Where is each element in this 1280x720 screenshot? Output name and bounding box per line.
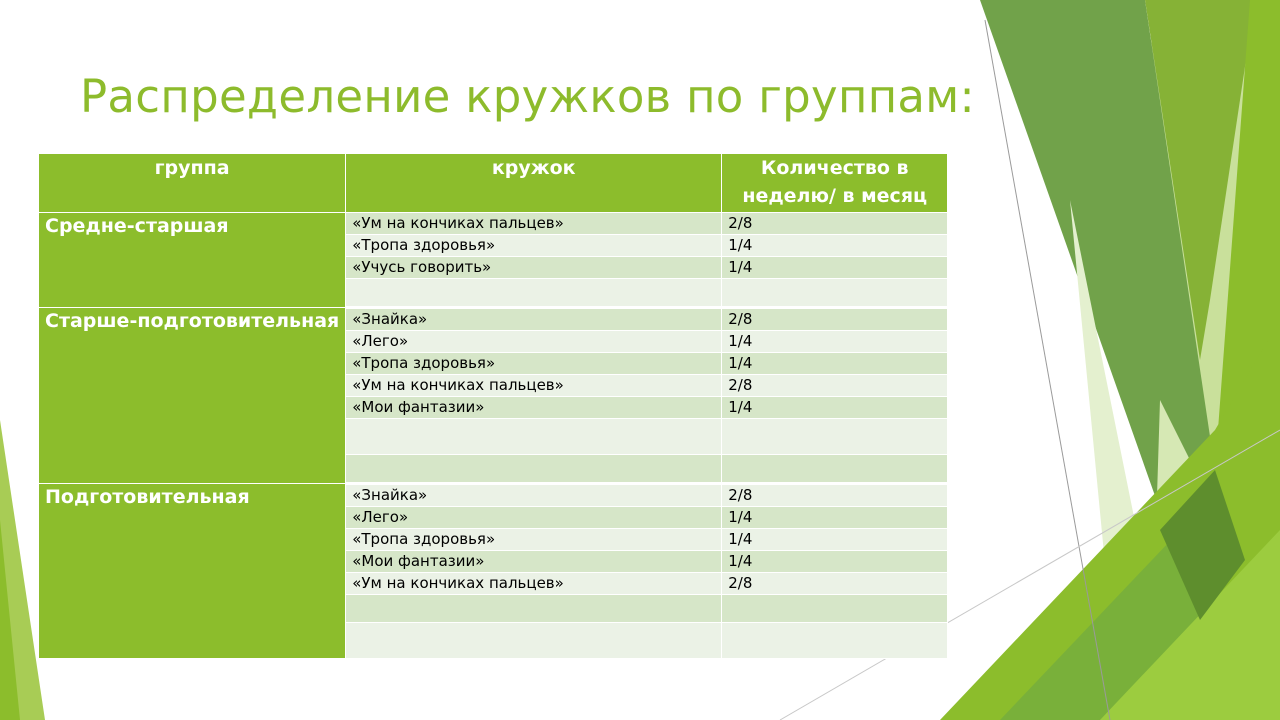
table-row xyxy=(39,213,948,235)
frequency-cell: 1/4 xyxy=(722,551,948,573)
club-cell: «Тропа здоровья» xyxy=(346,235,722,257)
club-cell: «Знайка» xyxy=(346,308,722,331)
frequency-cell: 2/8 xyxy=(722,573,948,595)
slide-title: Распределение кружков по группам: xyxy=(80,70,976,123)
club-cell xyxy=(346,623,722,659)
header-group: группа xyxy=(39,154,346,213)
frequency-cell: 2/8 xyxy=(722,213,948,235)
group-name: Средне-старшая xyxy=(39,213,346,308)
frequency-cell xyxy=(722,419,948,455)
club-cell xyxy=(346,455,722,484)
club-cell: «Мои фантазии» xyxy=(346,397,722,419)
club-cell: «Тропа здоровья» xyxy=(346,529,722,551)
frequency-cell xyxy=(722,455,948,484)
club-cell: «Учусь говорить» xyxy=(346,257,722,279)
club-cell: «Ум на кончиках пальцев» xyxy=(346,213,722,235)
frequency-cell: 1/4 xyxy=(722,529,948,551)
table-row xyxy=(39,484,948,507)
frequency-cell: 2/8 xyxy=(722,308,948,331)
club-cell: «Ум на кончиках пальцев» xyxy=(346,573,722,595)
club-cell: «Лего» xyxy=(346,331,722,353)
group-name: Подготовительная xyxy=(39,484,346,659)
frequency-cell: 1/4 xyxy=(722,397,948,419)
club-cell: «Тропа здоровья» xyxy=(346,353,722,375)
club-cell: «Знайка» xyxy=(346,484,722,507)
club-cell xyxy=(346,419,722,455)
frequency-cell: 1/4 xyxy=(722,257,948,279)
frequency-cell xyxy=(722,279,948,308)
club-cell: «Лего» xyxy=(346,507,722,529)
header-row xyxy=(39,154,948,213)
frequency-cell: 2/8 xyxy=(722,484,948,507)
header-club: кружок xyxy=(346,154,722,213)
frequency-cell: 2/8 xyxy=(722,375,948,397)
club-cell: «Мои фантазии» xyxy=(346,551,722,573)
frequency-cell: 1/4 xyxy=(722,235,948,257)
header-frequency: Количество в неделю/ в месяц xyxy=(722,154,948,213)
club-cell xyxy=(346,595,722,623)
table-row xyxy=(39,308,948,331)
frequency-cell xyxy=(722,623,948,659)
frequency-cell: 1/4 xyxy=(722,331,948,353)
frequency-cell: 1/4 xyxy=(722,353,948,375)
clubs-table xyxy=(38,153,948,659)
club-cell: «Ум на кончиках пальцев» xyxy=(346,375,722,397)
club-cell xyxy=(346,279,722,308)
frequency-cell xyxy=(722,595,948,623)
frequency-cell: 1/4 xyxy=(722,507,948,529)
group-name: Старше-подготовительная xyxy=(39,308,346,484)
